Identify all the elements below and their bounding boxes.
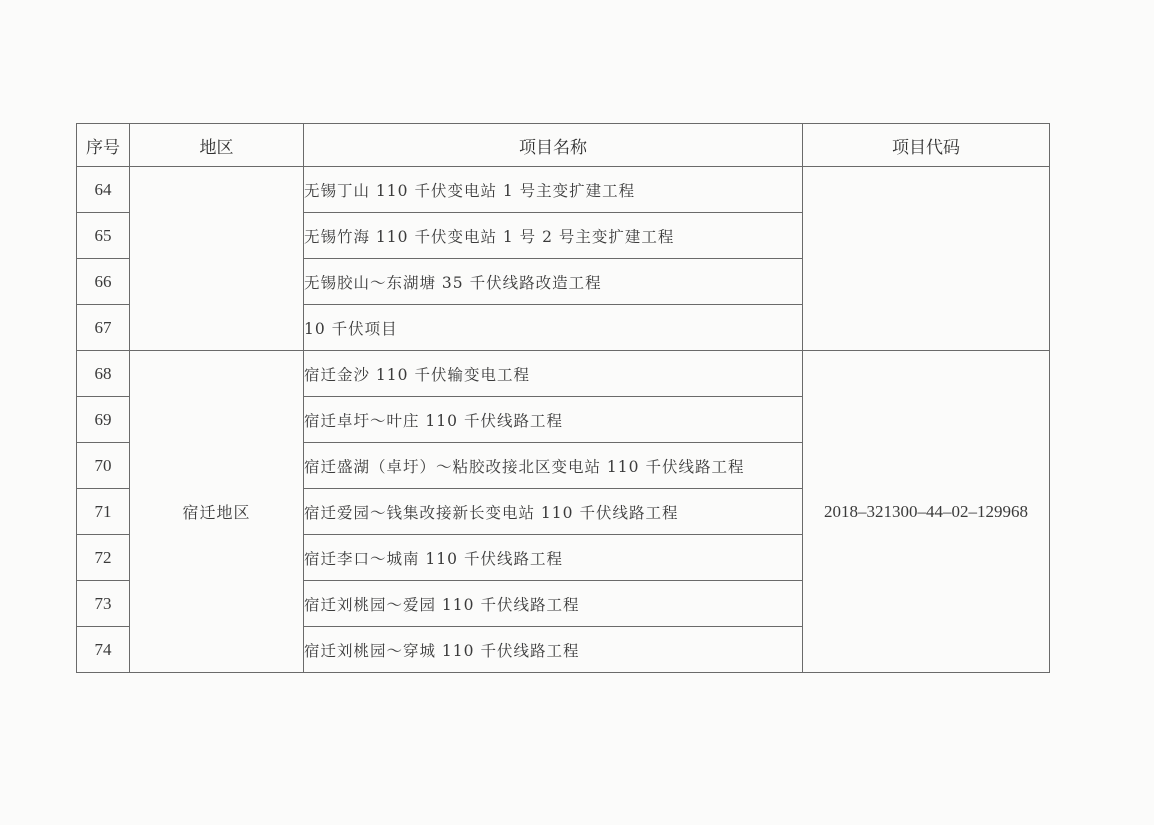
serial-number-cell: 74	[77, 627, 130, 673]
project-name-cell: 宿迁刘桃园～爱园 110 千伏线路工程	[304, 581, 803, 627]
header-region: 地区	[130, 124, 304, 167]
project-name-cell: 无锡胶山～东湖塘 35 千伏线路改造工程	[304, 259, 803, 305]
region-cell: 宿迁地区	[130, 351, 304, 673]
project-name-cell: 10 千伏项目	[304, 305, 803, 351]
project-name-cell: 宿迁爱园～钱集改接新长变电站 110 千伏线路工程	[304, 489, 803, 535]
project-name-cell: 宿迁卓圩～叶庄 110 千伏线路工程	[304, 397, 803, 443]
serial-number-cell: 69	[77, 397, 130, 443]
serial-number-cell: 67	[77, 305, 130, 351]
serial-number-cell: 65	[77, 213, 130, 259]
project-name-cell: 宿迁李口～城南 110 千伏线路工程	[304, 535, 803, 581]
serial-number-cell: 66	[77, 259, 130, 305]
region-cell	[130, 167, 304, 351]
project-table	[76, 123, 1050, 673]
table-header-row	[77, 124, 1050, 167]
table-body	[77, 167, 1050, 673]
serial-number-cell: 64	[77, 167, 130, 213]
serial-number-cell: 70	[77, 443, 130, 489]
project-name-cell: 无锡竹海 110 千伏变电站 1 号 2 号主变扩建工程	[304, 213, 803, 259]
project-code-cell: 2018–321300–44–02–129968	[803, 351, 1050, 673]
serial-number-cell: 68	[77, 351, 130, 397]
serial-number-cell: 72	[77, 535, 130, 581]
project-name-cell: 宿迁盛湖（卓圩）～粘胶改接北区变电站 110 千伏线路工程	[304, 443, 803, 489]
serial-number-cell: 73	[77, 581, 130, 627]
table-row	[77, 351, 1050, 397]
project-name-cell: 无锡丁山 110 千伏变电站 1 号主变扩建工程	[304, 167, 803, 213]
header-serial: 序号	[77, 124, 130, 167]
serial-number-cell: 71	[77, 489, 130, 535]
table-row	[77, 167, 1050, 213]
header-project-code: 项目代码	[803, 124, 1050, 167]
project-code-cell	[803, 167, 1050, 351]
project-name-cell: 宿迁金沙 110 千伏输变电工程	[304, 351, 803, 397]
project-name-cell: 宿迁刘桃园～穿城 110 千伏线路工程	[304, 627, 803, 673]
header-project-name: 项目名称	[304, 124, 803, 167]
